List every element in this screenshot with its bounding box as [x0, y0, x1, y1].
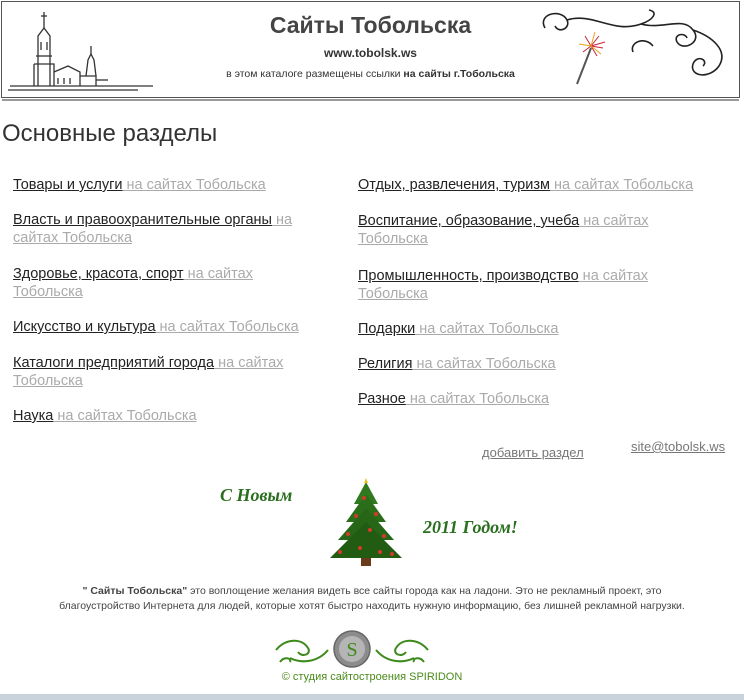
new-year-text-1: С Новым: [220, 485, 293, 505]
swirl-ornament: [533, 6, 733, 92]
category-misc[interactable]: Разное на сайтах Тобольска: [358, 391, 550, 407]
about-text: [0, 584, 744, 614]
site-title: Сайты Тобольска: [269, 12, 472, 38]
category-goods-services[interactable]: Товары и услуги на сайтах Тобольска: [13, 177, 266, 193]
new-year-text-2: 2011 Годом!: [423, 517, 518, 537]
site-header: [1, 1, 740, 98]
categories-left-column: [13, 176, 353, 425]
category-art-culture[interactable]: Искусство и культура на сайтах Тобольска: [13, 319, 299, 335]
studio-credit[interactable]: © студия сайтостроения SPIRIDON: [281, 671, 463, 683]
category-company-catalogs[interactable]: Каталоги предприятий города на сайтах Тобольска: [13, 355, 284, 389]
email-link[interactable]: site@tobolsk.ws: [631, 439, 726, 454]
site-url: www.tobolsk.ws: [324, 46, 417, 60]
category-education[interactable]: Воспитание, образование, учеба на сайтах Тобольска: [358, 213, 649, 247]
bottom-bar: [0, 694, 744, 700]
category-government[interactable]: Власть и правоохранительные органы на сайтах Тобольска: [13, 212, 293, 246]
desc-prefix: в этом каталоге размещены ссылки: [226, 68, 404, 80]
page-title: Основные разделы: [2, 120, 218, 147]
spiridon-logo: [272, 628, 432, 670]
category-gifts[interactable]: Подарки на сайтах Тобольска: [358, 321, 559, 337]
category-science[interactable]: Наука на сайтах Тобольска: [13, 408, 197, 424]
desc-bold: на сайты г.Тобольска: [403, 68, 515, 80]
category-religion[interactable]: Религия на сайтах Тобольска: [358, 356, 556, 372]
category-health[interactable]: Здоровье, красота, спорт на сайтах Тобольска: [13, 266, 253, 300]
about-bold: " Сайты Тобольска": [82, 585, 188, 597]
about-line1: это воплощение желания видеть все сайты города как на ладони. Это не рекламный проект, это: [187, 585, 662, 597]
categories-right-column: [358, 176, 728, 408]
add-section-link[interactable]: добавить раздел: [482, 445, 584, 460]
category-industry[interactable]: Промышленность, производство на сайтах Тобольска: [358, 268, 648, 302]
christmas-tree-icon: [326, 478, 406, 568]
about-line2: благоустройство Интернета для людей, которые хотят быстро находить нужную информацию, без лишней рекламной нагрузки.: [59, 600, 685, 612]
category-leisure[interactable]: Отдых, развлечения, туризм на сайтах Тобольска: [358, 177, 694, 193]
logo-letter: S: [346, 639, 358, 661]
